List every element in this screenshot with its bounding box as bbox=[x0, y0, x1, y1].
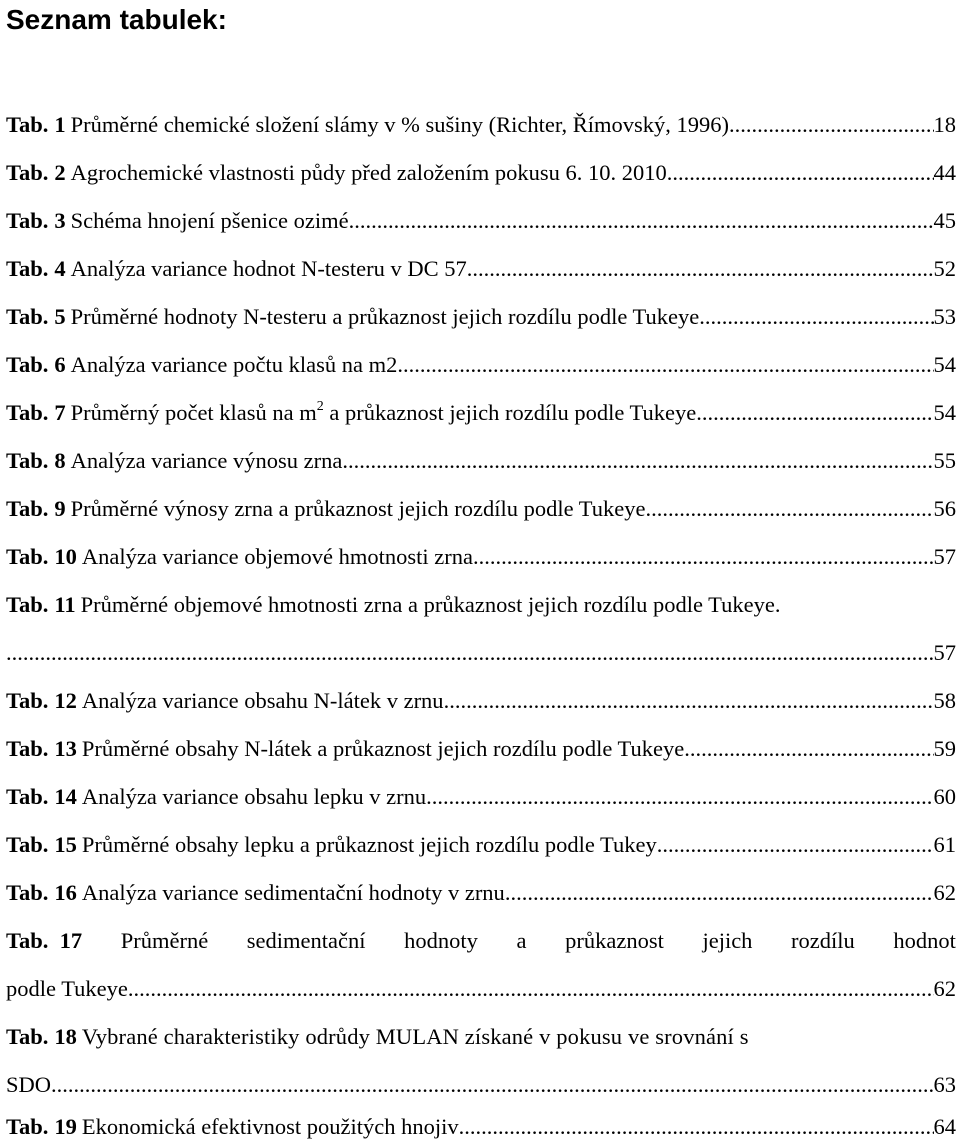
dot-leader bbox=[459, 1107, 934, 1147]
entry-title: Analýza variance obsahu lepku v zrnu bbox=[81, 784, 427, 809]
toc-entry-16[interactable] bbox=[6, 873, 956, 913]
toc-entry-9[interactable] bbox=[6, 489, 956, 529]
dot-leader bbox=[444, 681, 934, 721]
dot-leader bbox=[426, 777, 933, 817]
dot-leader bbox=[467, 249, 934, 289]
toc-entry-11-continuation[interactable] bbox=[6, 633, 956, 673]
entry-label: Tab. bbox=[6, 832, 49, 857]
toc-entry-19[interactable] bbox=[6, 1107, 956, 1147]
toc-entry-3[interactable] bbox=[6, 201, 956, 241]
entry-title: Průměrné chemické složení slámy v % sušiny (Richter, Římovský, 1996) bbox=[70, 112, 729, 137]
dot-leader bbox=[128, 969, 934, 1009]
toc-entry-8[interactable] bbox=[6, 441, 956, 481]
entry-title: Analýza variance výnosu zrna bbox=[70, 448, 343, 473]
entry-number: 18 bbox=[54, 1024, 77, 1049]
entry-number: 11 bbox=[54, 592, 76, 617]
toc-entry-2[interactable] bbox=[6, 153, 956, 193]
dot-leader bbox=[684, 729, 933, 769]
entry-title: Průměrné objemové hmotnosti zrna a průkaznost jejich rozdílu podle Tukeye. bbox=[80, 592, 781, 617]
dot-leader bbox=[505, 873, 934, 913]
entry-page: 57 bbox=[933, 640, 956, 665]
entry-label: Tab. bbox=[6, 688, 49, 713]
entry-page: 53 bbox=[933, 304, 956, 329]
entry-label: Tab. bbox=[6, 304, 49, 329]
entry-label: Tab. bbox=[6, 1024, 49, 1049]
entry-title: Analýza variance objemové hmotnosti zrna bbox=[81, 544, 473, 569]
entry-number: 15 bbox=[54, 832, 77, 857]
entry-number: 13 bbox=[54, 736, 77, 761]
entry-number: 4 bbox=[54, 256, 66, 281]
entry-label: Tab. bbox=[6, 1114, 49, 1139]
entry-page: 62 bbox=[933, 976, 956, 1001]
entry-title: Schéma hnojení pšenice ozimé bbox=[70, 208, 349, 233]
entry-label: Tab. bbox=[6, 112, 49, 137]
dot-leader bbox=[696, 393, 933, 433]
entry-title-word: Průměrné bbox=[120, 928, 209, 953]
entry-title-word: sedimentační bbox=[246, 928, 366, 953]
dot-leader bbox=[699, 297, 933, 337]
entry-title: Analýza variance sedimentační hodnoty v zrnu bbox=[81, 880, 505, 905]
entry-page: 54 bbox=[933, 352, 956, 377]
entry-label: Tab. bbox=[6, 928, 49, 953]
entry-number: 10 bbox=[54, 544, 77, 569]
entry-title: Průměrné hodnoty N-testeru a průkaznost jejich rozdílu podle Tukeye bbox=[70, 304, 700, 329]
toc-entry-15[interactable] bbox=[6, 825, 956, 865]
entry-number: 7 bbox=[54, 400, 66, 425]
entry-number: 1 bbox=[54, 112, 66, 137]
dot-leader bbox=[657, 825, 934, 865]
entry-number: 8 bbox=[54, 448, 66, 473]
toc-entry-1[interactable] bbox=[6, 105, 956, 145]
entry-label: Tab. bbox=[6, 208, 49, 233]
entry-title: Průměrné výnosy zrna a průkaznost jejich rozdílu podle Tukeye bbox=[70, 496, 646, 521]
entry-number: 2 bbox=[54, 160, 66, 185]
entry-label: Tab. bbox=[6, 448, 49, 473]
dot-leader bbox=[62, 1065, 933, 1105]
toc-entry-17-continuation[interactable] bbox=[6, 969, 956, 1009]
entry-page: 55 bbox=[933, 448, 956, 473]
entry-number: 5 bbox=[54, 304, 66, 329]
entry-number: 17 bbox=[59, 928, 83, 953]
entry-page: 59 bbox=[933, 736, 956, 761]
entry-title: Průměrné obsahy N-látek a průkaznost jejich rozdílu podle Tukeye bbox=[81, 736, 685, 761]
entry-title: Agrochemické vlastnosti půdy před založením pokusu 6. 10. 2010 bbox=[70, 160, 667, 185]
entry-label: Tab. bbox=[6, 400, 49, 425]
toc-entry-12[interactable] bbox=[6, 681, 956, 721]
page-title: Seznam tabulek: bbox=[6, 4, 227, 35]
entry-page: 58 bbox=[933, 688, 956, 713]
entry-label: Tab. bbox=[6, 256, 49, 281]
dot-leader bbox=[473, 537, 934, 577]
entry-label: Tab. bbox=[6, 592, 49, 617]
entry-title-word: hodnot bbox=[893, 928, 956, 953]
dot-leader bbox=[397, 345, 933, 385]
entry-page: 61 bbox=[933, 832, 956, 857]
entry-title: Analýza variance hodnot N-testeru v DC 57 bbox=[70, 256, 467, 281]
dot-leader bbox=[729, 105, 934, 145]
toc-entry-5[interactable] bbox=[6, 297, 956, 337]
entry-label: Tab. bbox=[6, 352, 49, 377]
entry-title: Průměrné obsahy lepku a průkaznost jejich rozdílu podle Tukey bbox=[81, 832, 657, 857]
entry-page: 18 bbox=[933, 112, 956, 137]
toc-entry-18-continuation[interactable] bbox=[6, 1065, 956, 1105]
toc-entry-14[interactable] bbox=[6, 777, 956, 817]
entry-title: Vybrané charakteristiky odrůdy MULAN získané v pokusu ve srovnání s bbox=[81, 1024, 749, 1049]
entry-number: 14 bbox=[54, 784, 77, 809]
entry-number: 19 bbox=[54, 1114, 77, 1139]
entry-page: 62 bbox=[933, 880, 956, 905]
entry-title: Analýza variance počtu klasů na m2 bbox=[70, 352, 398, 377]
toc-entry-13[interactable] bbox=[6, 729, 956, 769]
superscript: 2 bbox=[316, 399, 324, 414]
entry-page: 45 bbox=[933, 208, 956, 233]
entry-number: 3 bbox=[54, 208, 66, 233]
dot-leader bbox=[342, 441, 933, 481]
entry-label: Tab. bbox=[6, 784, 49, 809]
toc-entry-6[interactable] bbox=[6, 345, 956, 385]
dot-leader bbox=[349, 201, 934, 241]
entry-label: Tab. bbox=[6, 736, 49, 761]
entry-title-word: hodnoty bbox=[404, 928, 478, 953]
entry-page: 54 bbox=[933, 400, 956, 425]
entry-label: Tab. bbox=[6, 880, 49, 905]
toc-entry-11[interactable] bbox=[6, 585, 956, 625]
toc-entry-18[interactable] bbox=[6, 1017, 918, 1057]
entry-page: 52 bbox=[933, 256, 956, 281]
entry-label: Tab. bbox=[6, 160, 49, 185]
entry-page: 63 bbox=[933, 1072, 956, 1097]
entry-number: 6 bbox=[54, 352, 66, 377]
entry-title: Ekonomická efektivnost použitých hnojiv bbox=[81, 1114, 459, 1139]
entry-page: 57 bbox=[933, 544, 956, 569]
toc-entry-10[interactable] bbox=[6, 537, 956, 577]
entry-page: 56 bbox=[933, 496, 956, 521]
entry-title-word: a bbox=[516, 928, 527, 953]
entry-page: 44 bbox=[933, 160, 956, 185]
entry-title-word: jejich bbox=[702, 928, 753, 953]
entry-title-continuation: SDO.. bbox=[6, 1072, 63, 1097]
entry-label: Tab. bbox=[6, 496, 49, 521]
dot-leader bbox=[6, 633, 934, 673]
entry-title: Analýza variance obsahu N-látek v zrnu bbox=[81, 688, 444, 713]
dot-leader bbox=[667, 153, 934, 193]
entry-page: 60 bbox=[933, 784, 956, 809]
toc-entry-4[interactable] bbox=[6, 249, 956, 289]
entry-number: 16 bbox=[54, 880, 77, 905]
entry-title: Průměrný počet klasů na $m^2$ a průkaznost jejich rozdílu podle Tukeye bbox=[70, 399, 697, 425]
toc-entry-17[interactable] bbox=[6, 921, 956, 961]
entry-label: Tab. bbox=[6, 544, 49, 569]
dot-leader bbox=[645, 489, 933, 529]
entry-number: 9 bbox=[54, 496, 66, 521]
entry-title-continuation: podle Tukeye bbox=[6, 976, 128, 1001]
toc-entry-7[interactable] bbox=[6, 393, 956, 433]
entry-title-word: rozdílu bbox=[791, 928, 855, 953]
entry-title-word: průkaznost bbox=[565, 928, 664, 953]
entry-page: 64 bbox=[933, 1114, 956, 1139]
entry-number: 12 bbox=[54, 688, 77, 713]
